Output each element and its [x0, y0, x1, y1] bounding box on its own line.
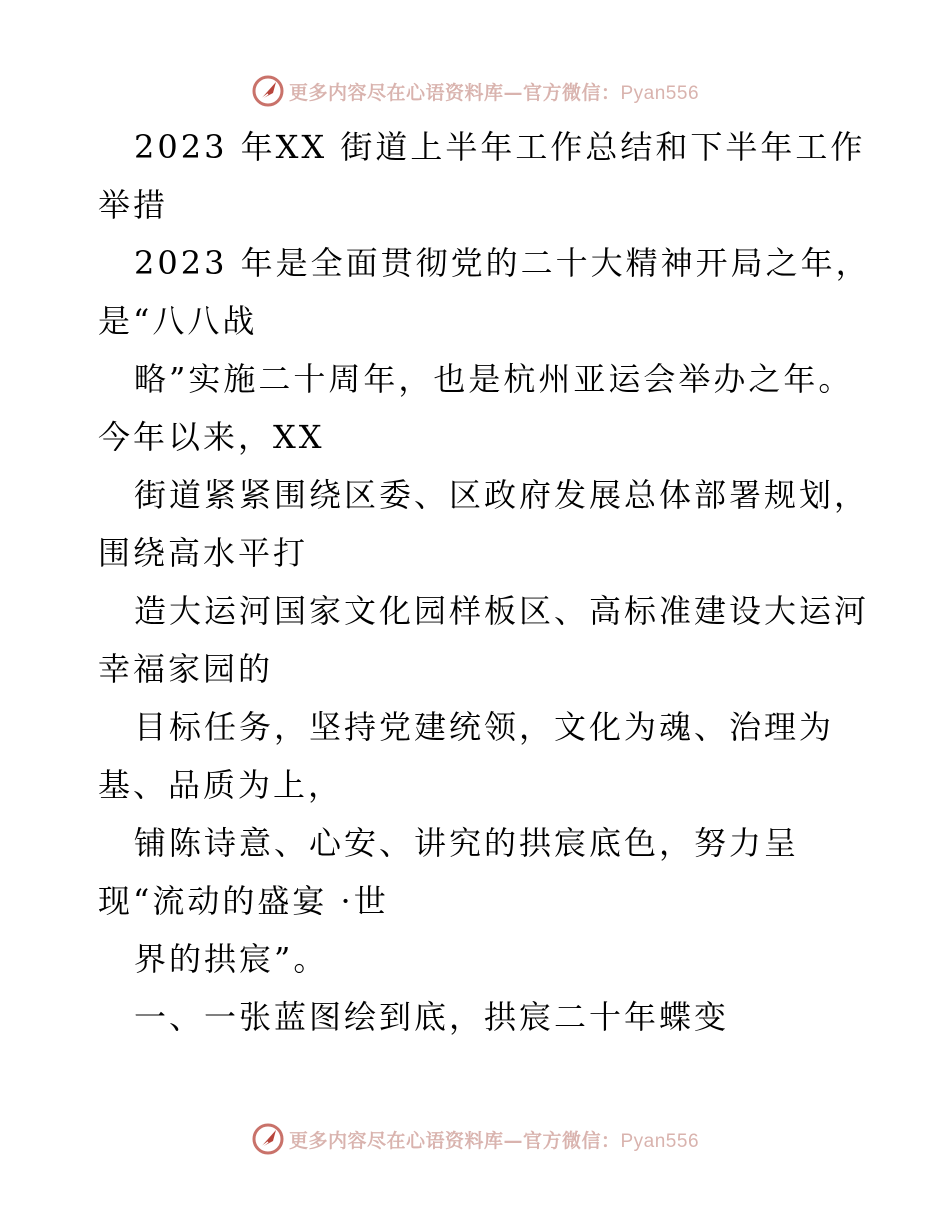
text-line: 2023 年XX 街道上半年工作总结和下半年工作 — [134, 128, 866, 166]
text-line: 界的拱宸”。 — [134, 940, 329, 978]
text-line: 是“八八战 — [98, 302, 258, 340]
text-line: 铺陈诗意、心安、讲究的拱宸底色，努力呈 — [134, 824, 800, 862]
quill-logo-icon — [251, 74, 285, 108]
text-line: 目标任务，坚持党建统领，文化为魂、治理为 — [134, 708, 835, 746]
wechat-id: Pyan556 — [620, 82, 700, 104]
header-watermark — [0, 71, 950, 111]
footer-watermark — [0, 1119, 950, 1159]
text-line: 幸福家园的 — [98, 650, 274, 688]
text-line: 2023 年是全面贯彻党的二十大精神开局之年， — [134, 244, 871, 282]
text-line: 略”实施二十周年，也是杭州亚运会举办之年。 — [134, 360, 854, 398]
text-line: 一、一张蓝图绘到底，拱宸二十年蝶变 — [134, 998, 730, 1036]
quill-logo-icon — [251, 1122, 285, 1156]
text-line: 基、品质为上， — [98, 766, 344, 804]
watermark-text: 更多内容尽在心语资料库—官方微信：Pyan556 — [288, 81, 700, 104]
text-line: 街道紧紧围绕区委、区政府发展总体部署规划， — [134, 476, 870, 514]
text-line: 围绕高水平打 — [98, 534, 309, 572]
text-line: 今年以来，XX — [98, 418, 325, 456]
text-line: 现“流动的盛宴 ·世 — [98, 882, 389, 920]
document-body — [98, 118, 878, 1046]
text-line: 造大运河国家文化园样板区、高标准建设大运河 — [134, 592, 870, 630]
watermark-text: 更多内容尽在心语资料库—官方微信：Pyan556 — [288, 1129, 700, 1152]
text-line: 举措 — [98, 186, 169, 224]
wechat-id: Pyan556 — [620, 1130, 700, 1152]
